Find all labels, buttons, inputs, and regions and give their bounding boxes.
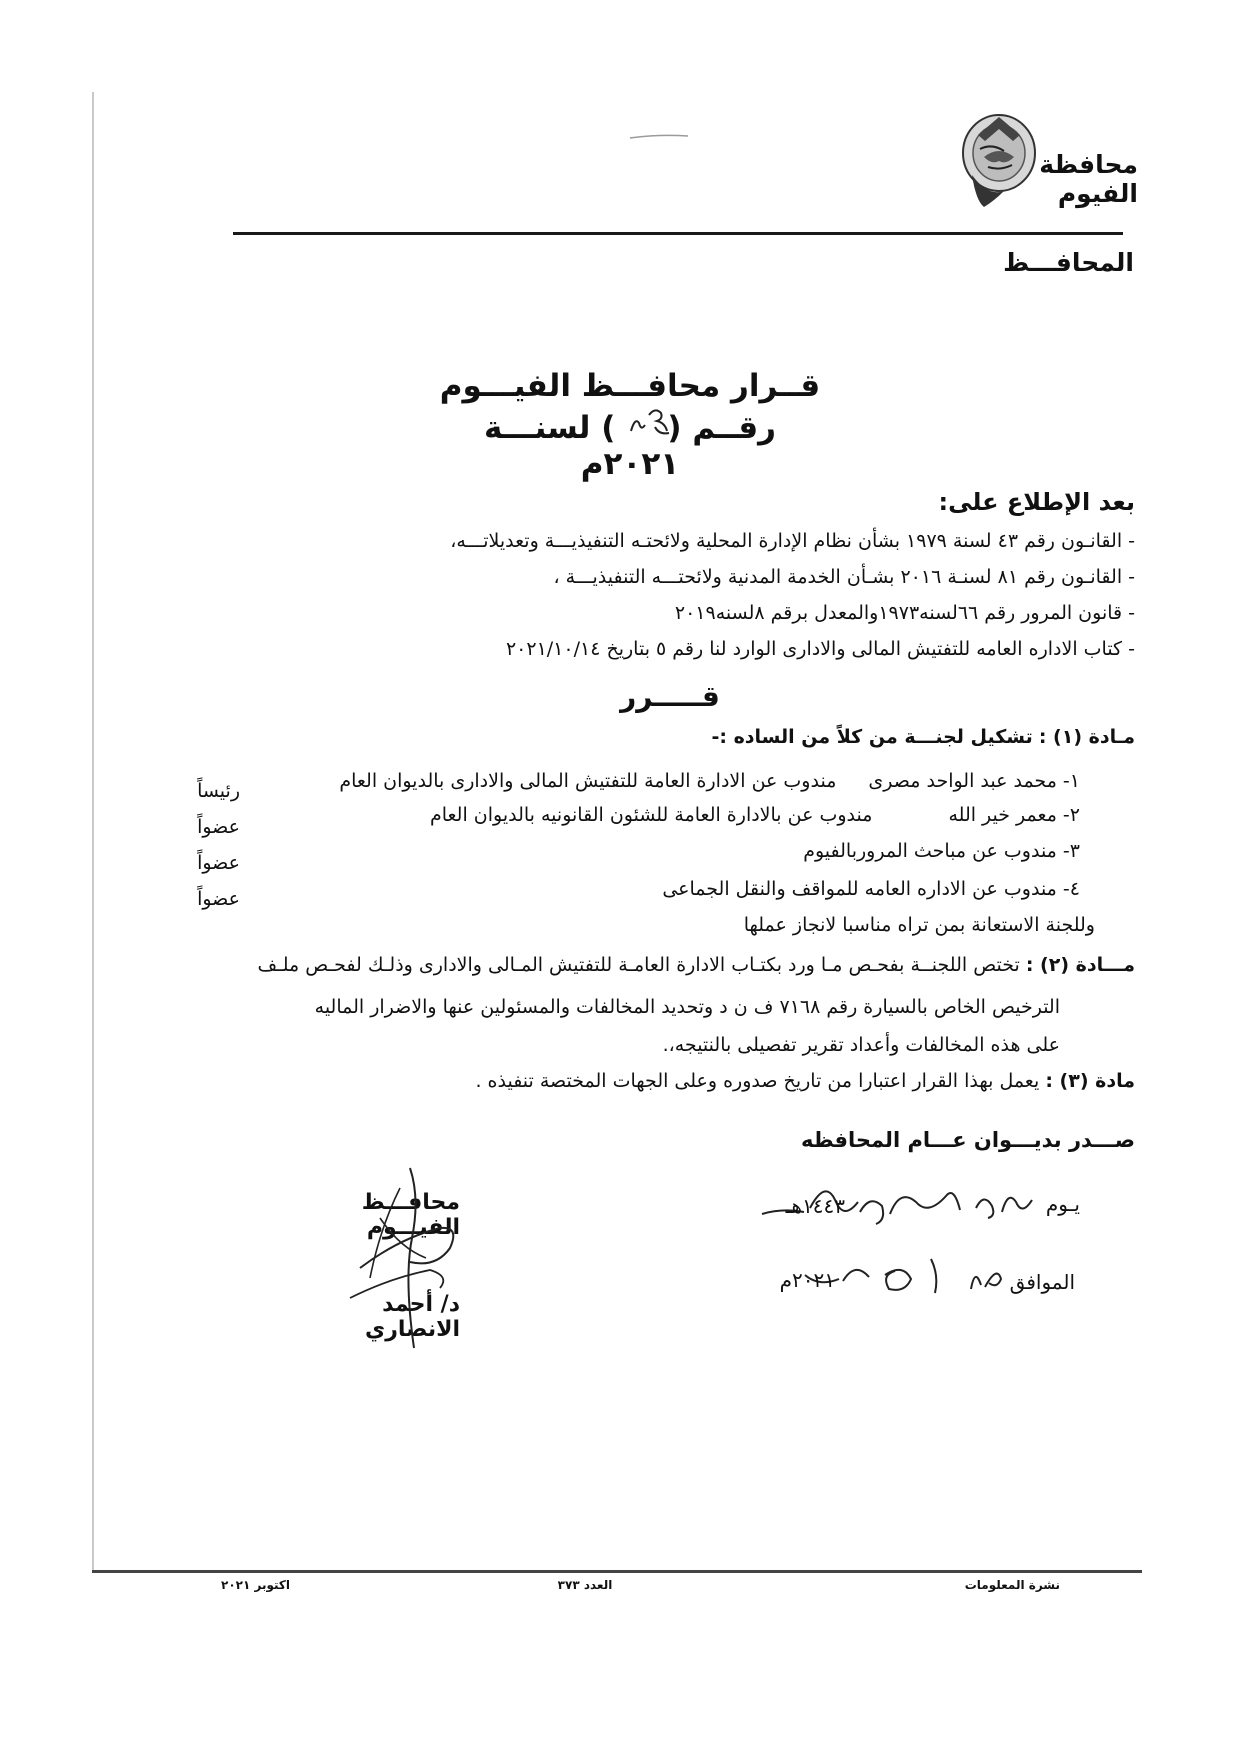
preamble-reference: - قانون المرور رقم ٦٦لسنه١٩٧٣والمعدل برقم ٨لسنه٢٠١٩ — [674, 602, 1135, 624]
corresponding-label: الموافق — [1009, 1270, 1075, 1294]
member-role: عضواً — [197, 888, 240, 910]
article-1-heading — [540, 726, 1135, 748]
member-number: ٣- — [1062, 840, 1080, 862]
number-label: رقــم ( — [667, 410, 776, 446]
article-3-title: مادة (٣) : — [1045, 1070, 1135, 1092]
member-description: مندوب عن بالادارة العامة للشئون القانونيه بالديوان العام — [429, 804, 873, 826]
committee-member — [270, 878, 1080, 900]
committee-member — [270, 804, 1080, 826]
issued-at: صـــدر بديـــوان عـــام المحافظه — [801, 1128, 1135, 1152]
number-close: ) — [601, 410, 616, 446]
handwritten-signature — [340, 1158, 480, 1358]
footer-publication: نشرة المعلومات — [964, 1578, 1060, 1592]
preamble-heading: بعد الإطلاع على: — [938, 488, 1135, 516]
year-label: لسنـــة ٢٠٢١م — [483, 410, 680, 482]
article-2-text: تختص اللجنــة بفحـص مـا ورد بكتـاب الادارة العامـة للتفتيش المـالى والادارى وذلـك لفحـص ملـف — [257, 954, 1020, 976]
member-number: ٢- — [1062, 804, 1080, 826]
member-description: مندوب عن الادارة العامة للتفتيش المالى والادارى بالديوان العام — [339, 770, 837, 792]
member-number: ١- — [1062, 770, 1080, 792]
hijri-year: ١٤٤٣هـ — [785, 1194, 845, 1218]
member-name: معمر خير الله — [948, 804, 1057, 826]
day-label: يـوم — [1045, 1192, 1080, 1216]
member-role: رئيساً — [197, 780, 240, 802]
header-rule — [233, 232, 1123, 235]
article-1-title: مـادة (١) : — [1038, 726, 1135, 748]
scan-bottom-rule — [92, 1570, 1142, 1573]
article-2-title: مـــادة (٢) : — [1025, 954, 1135, 976]
member-description: مندوب عن الاداره العامه للمواقف والنقل الجماعى — [662, 878, 1057, 900]
preamble-reference: - القانـون رقم ٤٣ لسنة ١٩٧٩ بشأن نظام الإدارة المحلية ولائحتـه التنفيذيـــة وتعديلاتـــه، — [450, 530, 1135, 552]
article-3-text: يعمل بهذا القرار اعتبارا من تاريخ صدوره وعلى الجهات المختصة تنفيذه . — [475, 1070, 1040, 1092]
scan-mark — [628, 134, 690, 140]
preamble-reference: - كتاب الاداره العامه للتفتيش المالى والادارى الوارد لنا رقم ٥ بتاريخ ٢٠٢١/١٠/١٤ — [505, 638, 1135, 660]
scan-left-edge — [92, 92, 94, 1572]
member-name: محمد عبد الواحد مصرى — [868, 770, 1057, 792]
footer-issue: العدد ٣٧٣ — [557, 1578, 613, 1592]
member-role: عضواً — [197, 852, 240, 874]
decided-heading: قـــــرر — [620, 680, 720, 713]
member-role: عضواً — [197, 816, 240, 838]
assistance-note: وللجنة الاستعانة بمن تراه مناسبا لانجاز عملها — [743, 914, 1095, 936]
governor-title: المحافـــظ — [1003, 248, 1134, 277]
signatory-name: د/ أحمد الانصاري — [365, 1292, 460, 1342]
gregorian-year: ٢٠٢١م — [779, 1268, 835, 1292]
member-number: ٤- — [1062, 878, 1080, 900]
member-description: مندوب عن مباحث المروربالفيوم — [803, 840, 1057, 862]
article-2-line — [180, 954, 1135, 976]
article-1-text: تشكيل لجنـــة من كلاً من الساده :- — [711, 726, 1033, 748]
decision-title: قــرار محافـــظ الفيـــوم — [439, 368, 821, 404]
article-2-line: على هذه المخالفات وأعداد تقرير تفصيلى بالنتيجه،. — [662, 1034, 1060, 1056]
article-2-line: الترخيص الخاص بالسيارة رقم ٧١٦٨ ف ن د وتحديد المخالفات والمسئولين عنها والاضرار الماليه — [314, 996, 1060, 1018]
governorate-name: محافظة الفيوم — [1039, 150, 1138, 208]
committee-member — [270, 840, 1080, 862]
governorate-seal-icon — [958, 105, 1040, 215]
handwritten-number — [625, 403, 675, 441]
article-3-line — [420, 1070, 1135, 1092]
footer-date: اكتوبر ٢٠٢١ — [221, 1578, 290, 1592]
preamble-reference: - القانـون رقم ٨١ لسنـة ٢٠١٦ بشـأن الخدمة المدنية ولائحتـــه التنفيذيـــة ، — [553, 566, 1135, 588]
committee-member — [270, 770, 1080, 792]
signature-title: محافـــظ الفيـــوم — [361, 1190, 460, 1240]
